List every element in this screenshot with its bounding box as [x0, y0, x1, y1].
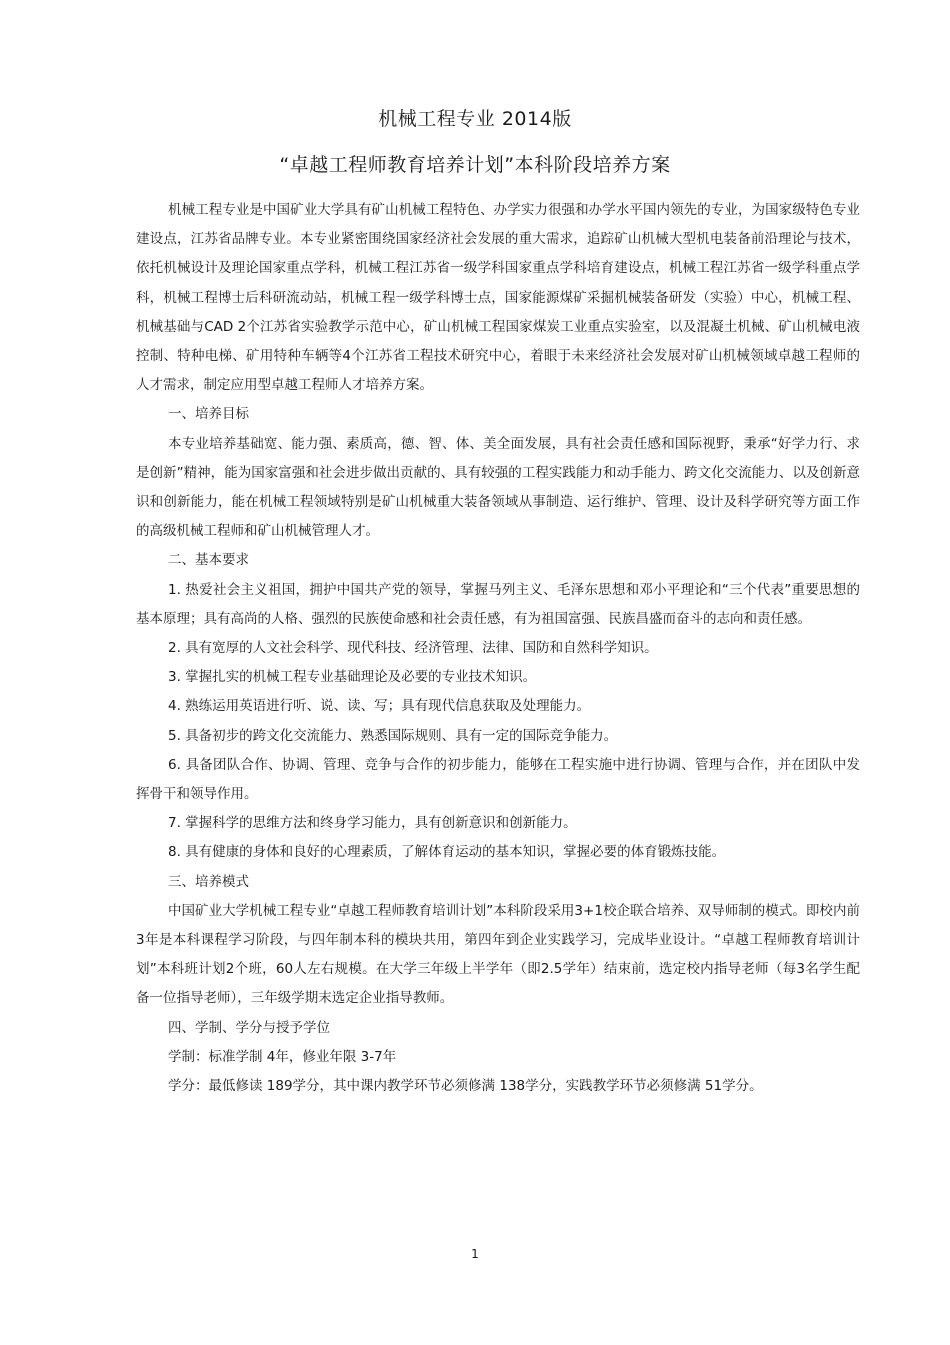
- requirement-item-3: 3. 掌握扎实的机械工程专业基础理论及必要的专业技术知识。: [168, 669, 537, 686]
- requirement-item-6: 6. 具备团队合作、协调、管理、竞争与合作的初步能力，能够在工程实施中进行协调、管理与合作，并在团队中发挥骨干和领导作用。: [136, 756, 860, 803]
- requirement-item-2: 2. 具有宽厚的人文社会科学、现代科技、经济管理、法律、国防和自然科学知识。: [168, 640, 658, 657]
- document-body: [136, 196, 860, 1101]
- mode-paragraph: 中国矿业大学机械工程专业“卓越工程师教育培训计划”本科阶段采用3+1校企联合培养、双导师制的模式。即校内前3年是本科课程学习阶段，与四年制本科的模块共用，第四年到企业实践学习，完成毕业设计。“卓越工程师教育培训计划”本科班计划2个班，60人左右规模。在大学三年级上半学年（即2.5学年）结束前，选定校内指导老师（每3名学生配备一位指导老师），三年级学期末选定企业指导教师。: [136, 902, 860, 1007]
- section-heading-goal: 一、培养目标: [168, 406, 249, 423]
- section-heading-mode: 三、培养模式: [168, 873, 249, 890]
- intro-paragraph: 机械工程专业是中国矿业大学具有矿山机械工程特色、办学实力很强和办学水平国内领先的专业，为国家级特色专业建设点，江苏省品牌专业。本专业紧密围绕国家经济社会发展的重大需求，追踪矿山机械大型机电装备前沿理论与技术，依托机械设计及理论国家重点学科，机械工程江苏省一级学科国家重点学科培育建设点，机械工程江苏省一级学科重点学科，机械工程博士后科研流动站，机械工程一级学科博士点，国家能源煤矿采掘机械装备研发（实验）中心，机械工程、机械基础与CAD 2个江苏省实验教学示范中心，矿山机械工程国家煤炭工业重点实验室，以及混凝土机械、矿山机械电液控制、特种电梯、矿用特种车辆等4个江苏省工程技术研究中心，着眼于未来经济社会发展对矿山机械领域卓越工程师的人才需求，制定应用型卓越工程师人才培养方案。: [136, 202, 860, 394]
- document-title: 机械工程专业 2014版: [378, 108, 572, 130]
- goal-paragraph: 本专业培养基础宽、能力强、素质高，德、智、体、美全面发展，具有社会责任感和国际视野，秉承“好学力行、求是创新”精神，能为国家富强和社会进步做出贡献的、具有较强的工程实践能力和动手能力、跨文化交流能力、以及创新意识和创新能力，能在机械工程领域特别是矿山机械重大装备领域从事制造、运行维护、管理、设计及科学研究等方面工作的高级机械工程师和矿山机械管理人才。: [136, 435, 860, 540]
- requirement-item-4: 4. 熟练运用英语进行听、说、读、写；具有现代信息获取及处理能力。: [168, 698, 591, 715]
- requirement-item-7: 7. 掌握科学的思维方法和终身学习能力，具有创新意识和创新能力。: [168, 815, 577, 832]
- requirement-item-1: 1. 热爱社会主义祖国，拥护中国共产党的领导，掌握马列主义、毛泽东思想和邓小平理论和“三个代表”重要思想的基本原理；具有高尚的人格、强烈的民族使命感和社会责任感，有为祖国富强、民族昌盛而奋斗的志向和责任感。: [136, 581, 860, 627]
- duration-paragraph: 学制：标准学制 4年，修业年限 3-7年: [168, 1048, 397, 1065]
- page-number: 1: [471, 1247, 479, 1261]
- document-subtitle: “卓越工程师教育培养计划”本科阶段培养方案: [279, 154, 671, 176]
- credits-paragraph: 学分：最低修读 189学分，其中课内教学环节必须修满 138学分，实践教学环节必须修满 51学分。: [168, 1078, 763, 1095]
- section-heading-duration: 四、学制、学分与授予学位: [168, 1019, 330, 1036]
- section-heading-requirements: 二、基本要求: [168, 552, 249, 569]
- requirement-item-5: 5. 具备初步的跨文化交流能力、熟悉国际规则、具有一定的国际竞争能力。: [168, 727, 618, 744]
- requirement-item-8: 8. 具有健康的身体和良好的心理素质，了解体育运动的基本知识，掌握必要的体育锻炼技能。: [168, 844, 726, 861]
